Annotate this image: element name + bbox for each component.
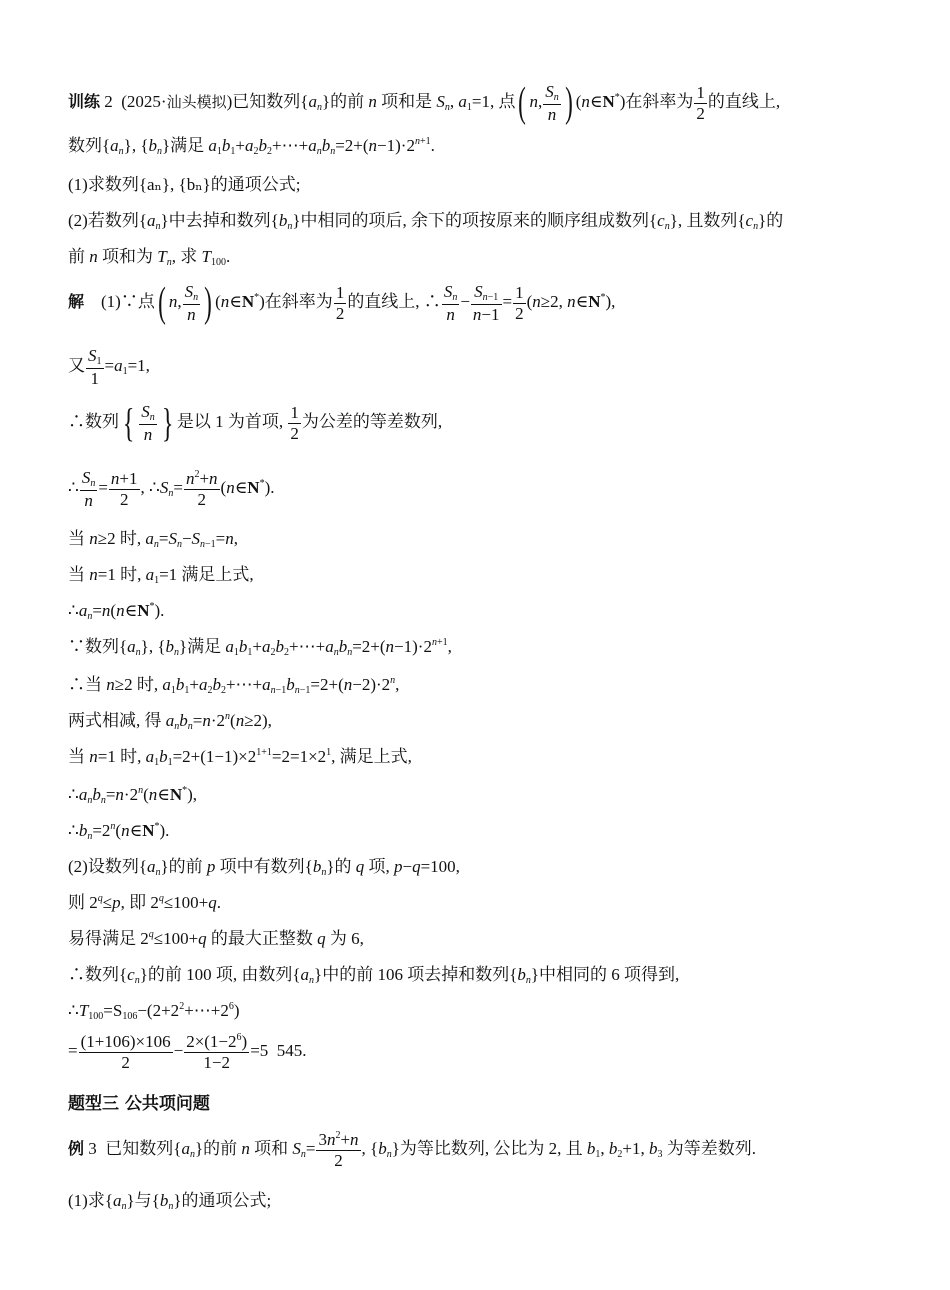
solution-line-2: 又 $\frac{S_1}{1}$ $=a_1=1$, [68, 346, 150, 388]
problem-line-1: 训练 2 (2025·汕头模拟)已知数列$\{a_n\}$的前 n 项和是 $S_n$, $a_1=1$, 点( n, $\frac{S_n}{n}$ ) (n∈N*)在斜率为 $\frac{1}{2}$ 的直线上, [68, 80, 781, 127]
problem-part-1: (1)求数列{aₙ}, {bₙ}的通项公式; [68, 175, 301, 194]
solution-line-16: 易得满足 $2^q\le 100+q$ 的最大正整数 q 为 6, [68, 929, 364, 948]
solution-line-12: $\therefore a_nb_n=n\cdot 2^n(n\in N^*)$, [68, 785, 198, 806]
solution-line-17: ∴数列$\{c_n\}$的前 100 项, 由数列$\{a_n\}$中的前 106 项去掉和数列$\{b_n\}$中相同的 6 项得到, [68, 965, 680, 986]
solution-line-3: ∴数列{ $\frac{S_n}{n}$ } 是以 1 为首项, $\frac{1}{2}$ 为公差的等差数列, [68, 400, 443, 446]
solution-line-7: $\therefore a_n=n(n\in N^*)$. [68, 601, 165, 622]
solution-line-10: 两式相减, 得 $a_nb_n=n\cdot 2^n(n\ge 2)$, [68, 711, 272, 732]
solution-line-8: ∵数列$\{a_n\}$, $\{b_n\}$满足 $a_1b_1+a_2b_2+\cdots+a_nb_n=2+(n-1)\cdot 2^{n+1}$, [68, 637, 452, 658]
solution-line-5: 当 n≥2 时, $a_n=S_n-S_{n-1}=n$, [68, 529, 239, 550]
example-3-line-1: 例 3 已知数列$\{a_n\}$的前 n 项和 $S_n=$ $\frac{3n^2+n}{2}$ , $\{b_n\}$为等比数列, 公比为 2, 且 $b_1$, $b_2+1$, $b_3$ 为等差数列. [68, 1130, 756, 1170]
solution-line-1: 解 (1)∵点( n, $\frac{S_n}{n}$ ) (n∈N*)在斜率为 $\frac{1}{2}$ 的直线上, ∴ $\frac{S_n}{n}$ − $\frac{S_{n-1}}{n-1}$ = $\frac{1}{2}$ (n≥2, n∈N*), [68, 280, 616, 327]
section-heading: 题型三 公共项问题 [68, 1094, 210, 1114]
solution-line-18: $\therefore T_{100}=S_{106}-(2+2^2+\cdots+2^6)$ [68, 1001, 240, 1022]
problem-line-2: 数列$\{a_n\}$, $\{b_n\}$满足 $a_1b_1+a_2b_2+\cdots+a_nb_n=2+(n-1)\cdot 2^{n+1}$. [68, 136, 435, 157]
solution-line-14: (2)设数列$\{a_n\}$的前 p 项中有数列$\{b_n\}$的 q 项, p−q=100, [68, 857, 460, 878]
solution-line-6: 当 n=1 时, $a_1=1$ 满足上式, [68, 565, 254, 586]
solution-line-4: ∴ $\frac{S_n}{n}$ = $\frac{n+1}{2}$ , $\therefore S_n=$ $\frac{n^2+n}{2}$ (n∈N*). [68, 468, 275, 510]
problem-part-2-cont: 前 n 项和为 $T_n$, 求 $T_{100}$. [68, 247, 231, 268]
example-3-part-1: (1)求$\{a_n\}$与$\{b_n\}$的通项公式; [68, 1191, 272, 1212]
solution-line-15: 则 $2^q\le p$, 即 $2^q\le 100+q$. [68, 893, 222, 912]
solution-line-19: = $\frac{(1+106)\times 106}{2}$ − $\frac{2\times(1-2^6)}{1-2}$ =5 545. [68, 1032, 307, 1072]
solution-line-11: 当 n=1 时, $a_1b_1=2+(1-1)\times 2^{1+1}=2=1\times 2^1$, 满足上式, [68, 747, 412, 768]
solution-line-13: $\therefore b_n=2^n(n\in N^*)$. [68, 821, 170, 842]
problem-part-2: (2)若数列$\{a_n\}$中去掉和数列$\{b_n\}$中相同的项后, 余下的项按原来的顺序组成数列$\{c_n\}$, 且数列$\{c_n\}$的 [68, 211, 784, 232]
solution-line-9: ∴当 n≥2 时, $a_1b_1+a_2b_2+\cdots+a_{n-1}b_{n-1}=2+(n-2)\cdot 2^n$, [68, 675, 400, 696]
